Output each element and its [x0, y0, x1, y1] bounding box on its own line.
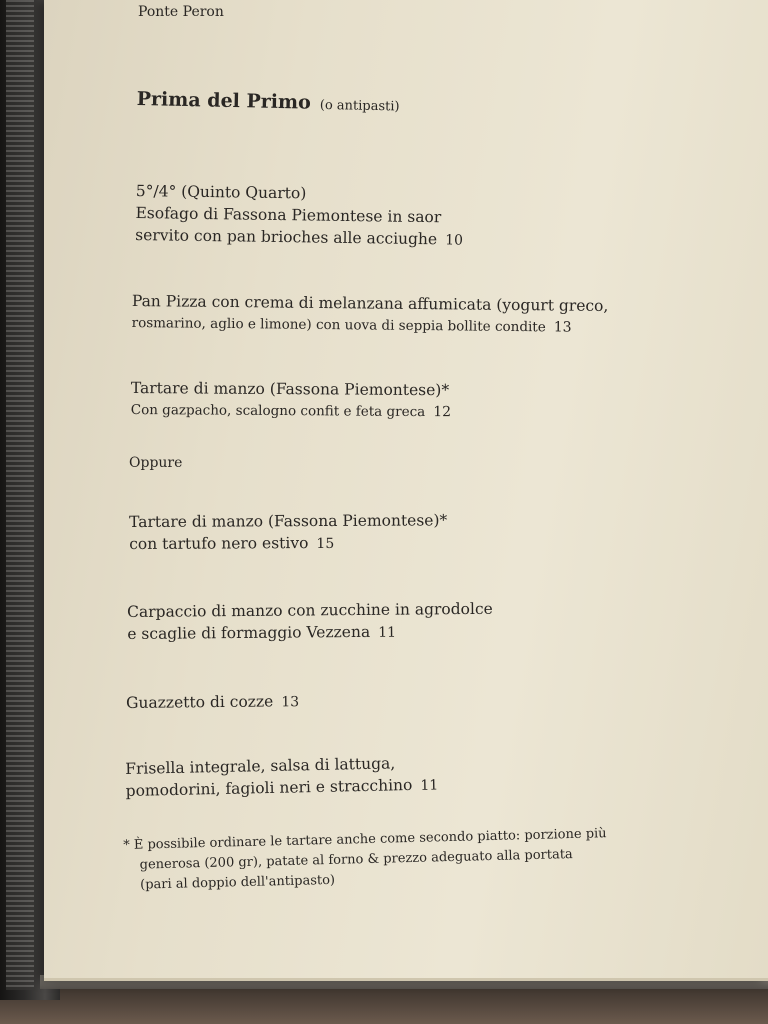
menu-item-price: 13 [281, 694, 300, 711]
menu-item-quinto-quarto [135, 180, 464, 252]
menu-item-guazzetto [126, 690, 299, 715]
footnote-line: (pari al doppio dell'antipasto) [140, 872, 336, 893]
menu-item-description: Esofago di Fassona Piemontese in saor [135, 203, 442, 227]
menu-item-description: rosmarino, aglio e limone) con uova di seppia bollite condite 13 [131, 314, 572, 336]
section-title-main: Prima del Primo [136, 88, 312, 114]
menu-item-description: e scaglie di formaggio Vezzena 11 [127, 622, 397, 643]
menu-item-name: Guazzetto di cozze 13 [126, 692, 300, 712]
footnote-line: generosa (200 gr), patate al forno & prezzo adeguato alla portata [139, 847, 573, 873]
menu-item-name: Tartare di manzo (Fassona Piemontese)* [129, 511, 448, 531]
menu-item-name: Frisella integrale, salsa di lattuga, [125, 754, 396, 778]
menu-item-pan-pizza [132, 290, 609, 339]
menu-item-frisella [125, 751, 438, 803]
menu-separator-oppure: Oppure [129, 455, 183, 471]
menu-item-name: Tartare di manzo (Fassona Piemontese)* [130, 378, 450, 400]
menu-item-price: 13 [553, 319, 572, 336]
page-header-place: Ponte Peron [138, 4, 224, 20]
menu-item-name: Pan Pizza con crema di melanzana affumicata (yogurt greco, [131, 291, 609, 315]
menu-item-name: 5°/4° (Quinto Quarto) [135, 181, 307, 203]
menu-item-price: 15 [316, 535, 335, 553]
menu-item-carpaccio [127, 598, 493, 646]
menu-item-price: 11 [420, 777, 439, 794]
menu-item-description: servito con pan brioches alle acciughe 10 [135, 225, 464, 249]
menu-item-description: pomodorini, fagioli neri e stracchino 11 [125, 775, 439, 800]
sheet-protector-sleeve [6, 0, 34, 990]
menu-item-tartare-tartufo [129, 509, 447, 556]
section-title-subtitle: (o antipasti) [319, 97, 400, 115]
menu-item-name: Carpaccio di manzo con zucchine in agrodolce [127, 599, 493, 621]
footnote [123, 824, 608, 896]
menu-item-tartare-gazpacho [131, 377, 452, 423]
menu-item-description: con tartufo nero estivo 15 [129, 534, 335, 553]
footnote-line: * È possibile ordinare le tartare anche come secondo piatto: porzione più [123, 826, 607, 853]
menu-item-price: 10 [445, 232, 464, 249]
menu-item-description: Con gazpacho, scalogno confit e feta greca 12 [130, 401, 452, 421]
menu-item-price: 12 [433, 404, 452, 421]
menu-item-price: 11 [378, 624, 397, 641]
